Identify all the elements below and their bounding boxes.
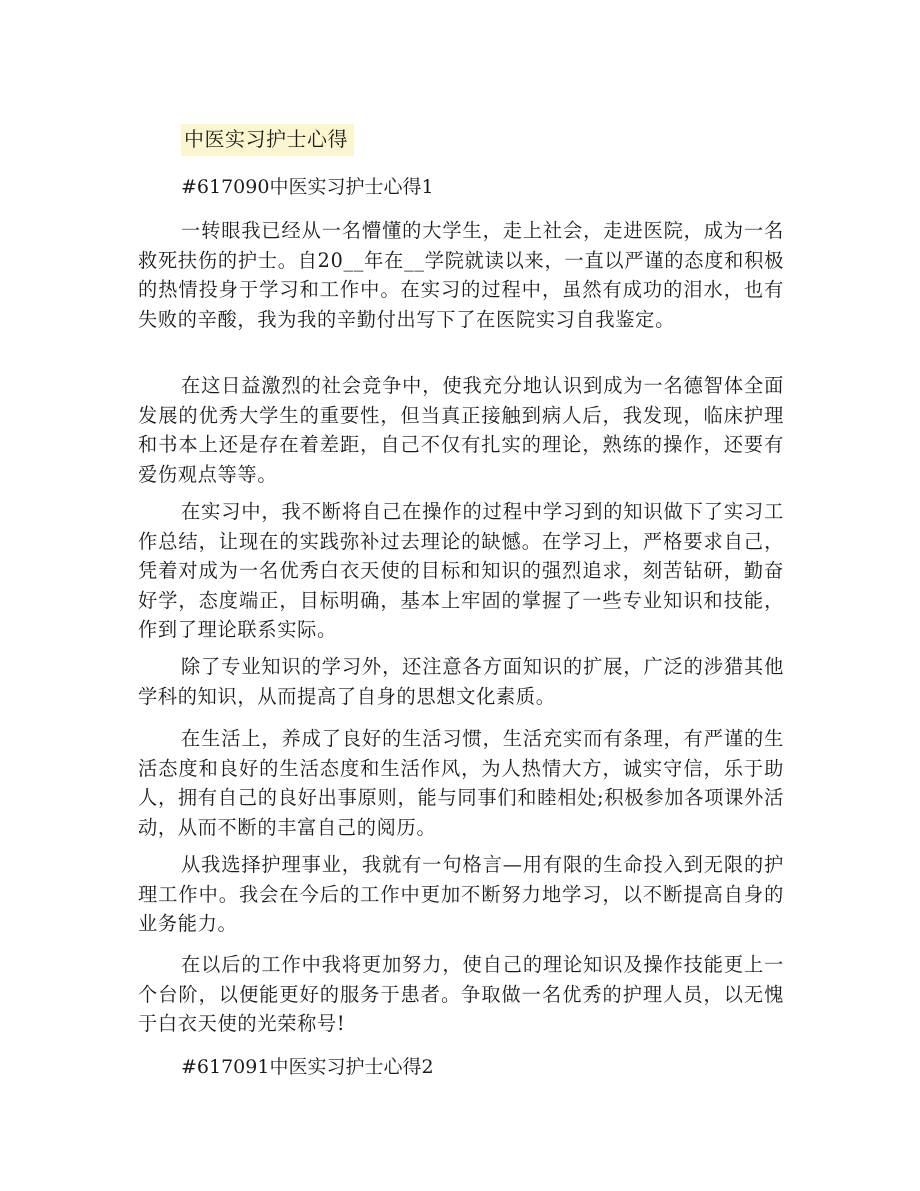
- paragraph-5: 在生活上，养成了良好的生活习惯，生活充实而有条理，有严谨的生活态度和良好的生活态度和生活作风，为人热情大方，诚实守信，乐于助人，拥有自己的良好出事原则，能与同事们和睦相处;积极参加各项课外活动，从而不断的丰富自己的阅历。: [138, 727, 784, 839]
- paragraph-6: 从我选择护理事业，我就有一句格言—用有限的生命投入到无限的护理工作中。我会在今后的工作中更加不断努力地学习，以不断提高自身的业务能力。: [138, 853, 784, 935]
- paragraph-2: 在这日益激烈的社会竞争中，使我充分地认识到成为一名德智体全面发展的优秀大学生的重要性，但当真正接触到病人后，我发现，临床护理和书本上还是存在着差距，自己不仅有扎实的理论，熟练的操作，还要有爱伤观点等等。: [138, 374, 784, 486]
- paragraph-3: 在实习中，我不断将自己在操作的过程中学习到的知识做下了实习工作总结，让现在的实践弥补过去理论的缺憾。在学习上，严格要求自己，凭着对成为一名优秀白衣天使的目标和知识的强烈追求，刻苦钻研，勤奋好学，态度端正，目标明确，基本上牢固的掌握了一些专业知识和技能，作到了理论联系实际。: [138, 500, 784, 641]
- section-heading-2: #617091中医实习护士心得2: [181, 1056, 434, 1078]
- paragraph-7: 在以后的工作中我将更加努力，使自己的理论知识及操作技能更上一个台阶，以便能更好的服务于患者。争取做一名优秀的护理人员，以无愧于白衣天使的光荣称号!: [138, 953, 784, 1035]
- document-title: 中医实习护士心得: [181, 124, 354, 156]
- paragraph-4: 除了专业知识的学习外，还注意各方面知识的扩展，广泛的涉猎其他学科的知识，从而提高了自身的思想文化素质。: [138, 655, 784, 708]
- section-heading-1: #617090中医实习护士心得1: [181, 176, 434, 198]
- paragraph-1: 一转眼我已经从一名懵懂的大学生，走上社会，走进医院，成为一名救死扶伤的护士。自20__年在__学院就读以来，一直以严谨的态度和积极的热情投身于学习和工作中。在实习的过程中，虽然有成功的泪水，也有失败的辛酸，我为我的辛勤付出写下了在医院实习自我鉴定。: [138, 219, 784, 331]
